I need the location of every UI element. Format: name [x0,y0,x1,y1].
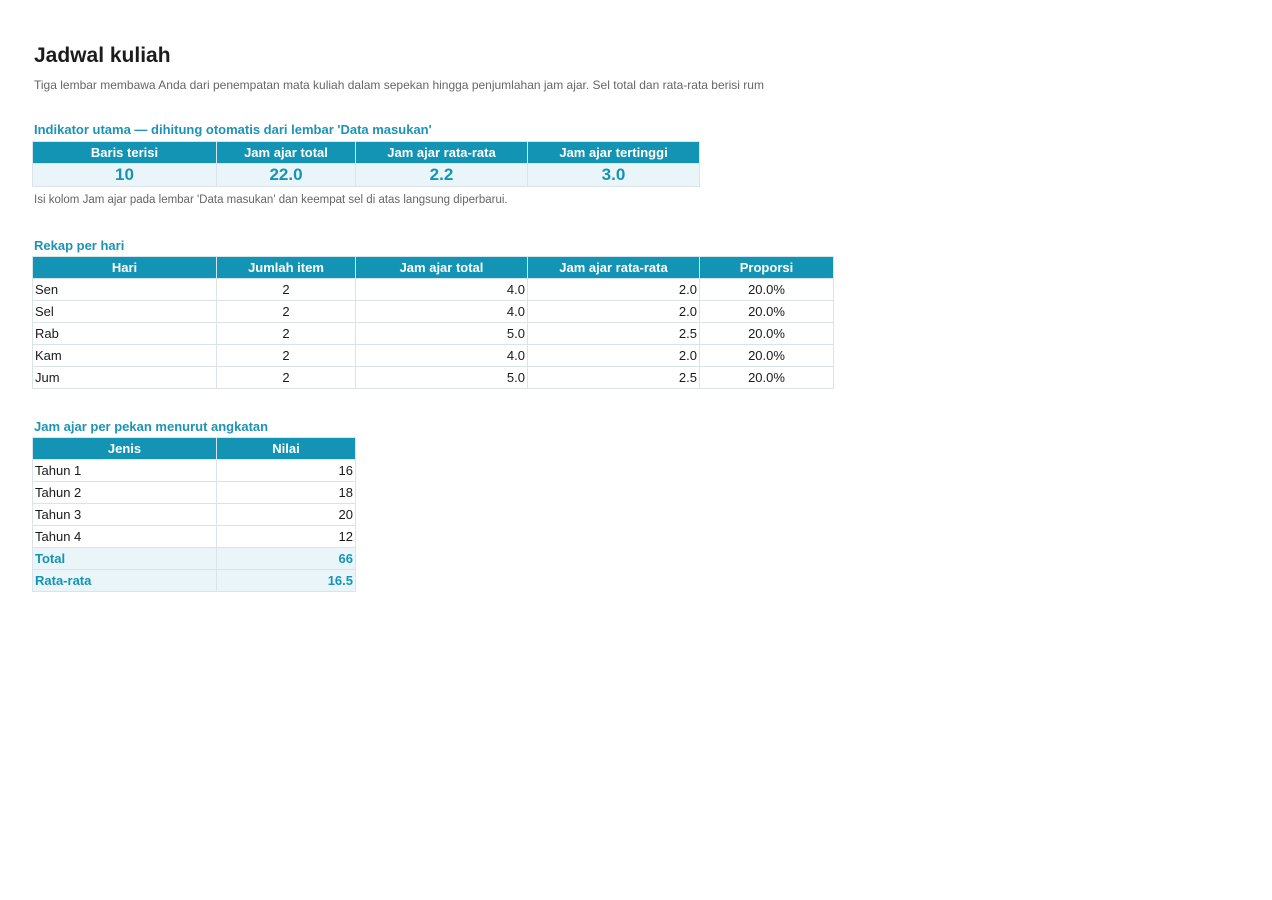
rekap-cell[interactable]: Sel [33,301,217,323]
total-value-cell[interactable]: 66 [217,548,356,570]
rekap-cell[interactable]: 4.0 [356,301,528,323]
rekap-header-cell[interactable]: Proporsi [700,257,834,279]
kpi-header-cell[interactable]: Baris terisi [33,142,217,164]
rekap-cell[interactable]: 2.5 [528,323,700,345]
angkatan-table [32,437,356,592]
rekap-cell[interactable]: 2 [217,301,356,323]
total-label-cell[interactable]: Total [33,548,217,570]
rekap-cell[interactable]: 2 [217,323,356,345]
rekap-cell[interactable]: 2.0 [528,301,700,323]
rekap-header-cell[interactable]: Hari [33,257,217,279]
average-value-cell[interactable]: 16.5 [217,570,356,592]
kpi-table [32,141,700,187]
angkatan-cell[interactable]: Tahun 3 [33,504,217,526]
angkatan-cell[interactable]: 16 [217,460,356,482]
kpi-value-cell[interactable]: 2.2 [356,164,528,187]
angkatan-header-cell[interactable]: Jenis [33,438,217,460]
rekap-cell[interactable]: Kam [33,345,217,367]
rekap-cell[interactable]: 2 [217,345,356,367]
rekap-cell[interactable]: 2.0 [528,345,700,367]
rekap-cell[interactable]: 2 [217,279,356,301]
angkatan-row [33,482,356,504]
rekap-cell[interactable]: 20.0% [700,279,834,301]
angkatan-cell[interactable]: Tahun 1 [33,460,217,482]
rekap-table [32,256,834,389]
kpi-header-cell[interactable]: Jam ajar tertinggi [528,142,700,164]
angkatan-row [33,460,356,482]
rekap-header-cell[interactable]: Jam ajar rata-rata [528,257,700,279]
sheet-subtitle: Tiga lembar membawa Anda dari penempatan mata kuliah dalam sepekan hingga penjumlahan jam ajar. Sel total dan rata-rata berisi rum [34,78,764,92]
rekap-section-title: Rekap per hari [34,238,125,253]
angkatan-cell[interactable]: 12 [217,526,356,548]
angkatan-row [33,526,356,548]
rekap-header-row [33,257,834,279]
kpi-section-title: Indikator utama — dihitung otomatis dari lembar 'Data masukan' [34,122,432,137]
angkatan-cell[interactable]: Tahun 2 [33,482,217,504]
rekap-header-cell[interactable]: Jam ajar total [356,257,528,279]
rekap-cell[interactable]: Sen [33,279,217,301]
rekap-cell[interactable]: Rab [33,323,217,345]
rekap-row [33,279,834,301]
rekap-cell[interactable]: 20.0% [700,367,834,389]
angkatan-cell[interactable]: 20 [217,504,356,526]
rekap-cell[interactable]: 20.0% [700,345,834,367]
rekap-row [33,323,834,345]
rekap-cell[interactable]: 2.0 [528,279,700,301]
angkatan-average-row [33,570,356,592]
angkatan-cell[interactable]: 18 [217,482,356,504]
angkatan-header-cell[interactable]: Nilai [217,438,356,460]
rekap-header-cell[interactable]: Jumlah item [217,257,356,279]
rekap-cell[interactable]: 5.0 [356,367,528,389]
angkatan-cell[interactable]: Tahun 4 [33,526,217,548]
sheet-title: Jadwal kuliah [34,44,171,67]
kpi-value-cell[interactable]: 3.0 [528,164,700,187]
rekap-cell[interactable]: 20.0% [700,323,834,345]
kpi-value-row [33,164,700,187]
rekap-row [33,301,834,323]
angkatan-header-row [33,438,356,460]
rekap-cell[interactable]: 2 [217,367,356,389]
angkatan-section-title: Jam ajar per pekan menurut angkatan [34,419,269,434]
kpi-value-cell[interactable]: 10 [33,164,217,187]
rekap-cell[interactable]: Jum [33,367,217,389]
rekap-cell[interactable]: 4.0 [356,345,528,367]
rekap-row [33,345,834,367]
kpi-header-cell[interactable]: Jam ajar rata-rata [356,142,528,164]
rekap-cell[interactable]: 20.0% [700,301,834,323]
average-label-cell[interactable]: Rata-rata [33,570,217,592]
kpi-note: Isi kolom Jam ajar pada lembar 'Data masukan' dan keempat sel di atas langsung diperbarui. [34,194,508,206]
rekap-cell[interactable]: 2.5 [528,367,700,389]
kpi-value-cell[interactable]: 22.0 [217,164,356,187]
rekap-cell[interactable]: 5.0 [356,323,528,345]
rekap-row [33,367,834,389]
kpi-header-cell[interactable]: Jam ajar total [217,142,356,164]
angkatan-total-row [33,548,356,570]
angkatan-row [33,504,356,526]
kpi-header-row [33,142,700,164]
rekap-cell[interactable]: 4.0 [356,279,528,301]
